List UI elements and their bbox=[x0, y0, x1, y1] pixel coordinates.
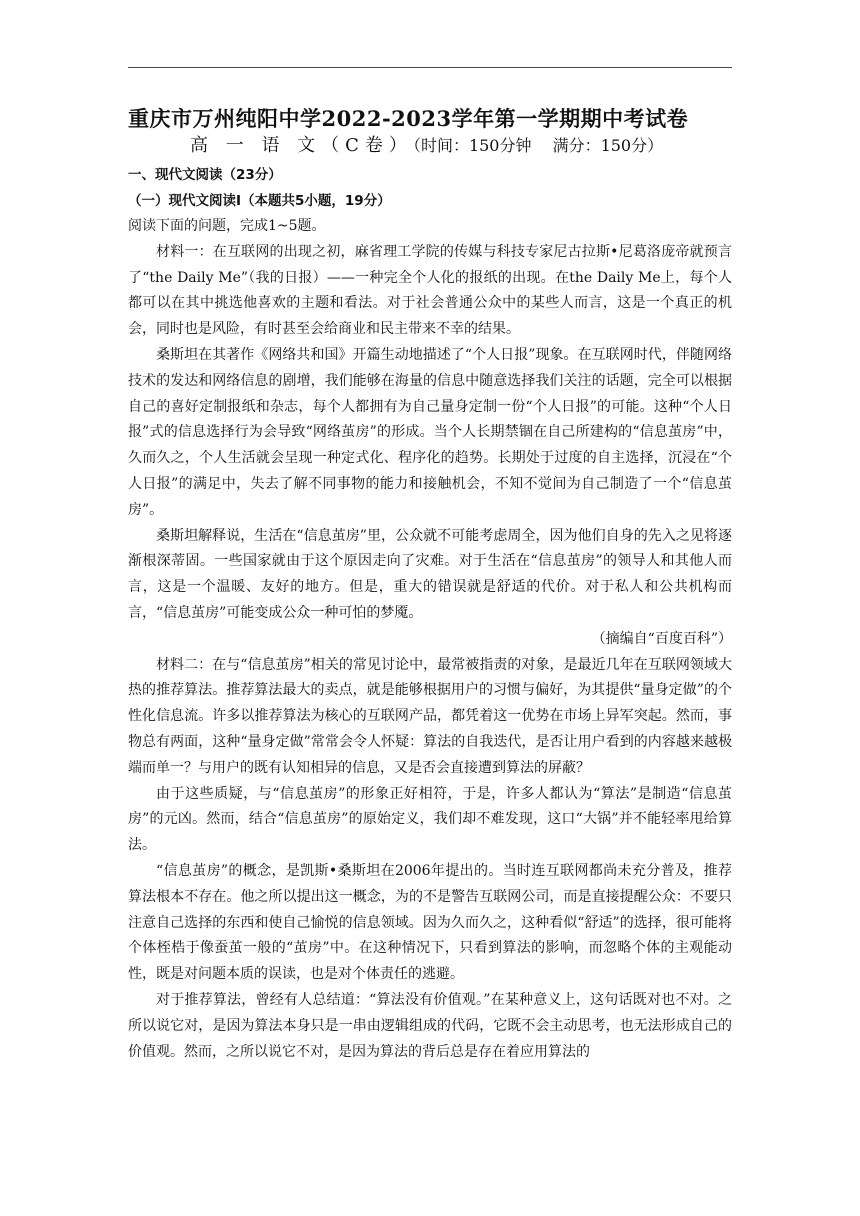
exam-title: 重庆市万州纯阳中学2022-2023学年第一学期期中考试卷 bbox=[128, 106, 689, 131]
exam-paper bbox=[128, 104, 732, 1065]
header-rule bbox=[128, 67, 732, 68]
time-score-info: （时间：150分钟 满分：150分） bbox=[412, 136, 664, 155]
material1-paragraph-1: 材料一：在互联网的出现之初，麻省理工学院的传媒与科技专家尼古拉斯•尼葛洛庞帝就预言了“the Daily Me”（我的日报）——一种完全个人化的报纸的出现。在the Daily Me上，每个人都可以在其中挑选他喜欢的主题和看法。对于社会普通公众中的某些人而言，这是一个真正的机会，同时也是风险，有时甚至会给商业和民主带来不幸的结果。 bbox=[128, 243, 732, 338]
material2-paragraph-4: 对于推荐算法，曾经有人总结道：“算法没有价值观。”在某种意义上，这句话既对也不对。之所以说它对，是因为算法本身只是一串由逻辑组成的代码，它既不会主动思考，也无法形成自己的价值观。然而，之所以说它不对，是因为算法的背后总是存在着应用算法的 bbox=[128, 991, 732, 1060]
material2-paragraph-3: “信息茧房”的概念，是凯斯•桑斯坦在2006年提出的。当时连互联网都尚未充分普及，推荐算法根本不存在。他之所以提出这一概念，为的不是警告互联网公司，而是直接提醒公众：不要只注意自己选择的东西和使自己愉悦的信息领域。因为久而久之，这种看似“舒适”的选择，很可能将个体桎梏于像蚕茧一般的“茧房”中。在这种情况下，只看到算法的影响，而忽略个体的主观能动性，既是对问题本质的误读，也是对个体责任的逃避。 bbox=[128, 862, 732, 983]
exam-subtitle bbox=[190, 134, 732, 158]
material1-paragraph-2: 桑斯坦在其著作《网络共和国》开篇生动地描述了“个人日报”现象。在互联网时代，伴随网络技术的发达和网络信息的剧增，我们能够在海量的信息中随意选择我们关注的话题，完全可以根据自己的喜好定制报纸和杂志，每个人都拥有为自己量身定制一份“个人日报”的可能。这种“个人日报”式的信息选择行为会导致“网络茧房”的形成。当个人长期禁锢在自己所建构的“信息茧房”中，久而久之，个人生活就会呈现一种定式化、程序化的趋势。长期处于过度的自主选择，沉浸在“个人日报”的满足中，失去了解不同事物的能力和接触机会，不知不觉间为自己制造了一个“信息茧房”。 bbox=[128, 346, 732, 518]
material2-paragraph-1: 材料二：在与“信息茧房”相关的常见讨论中，最常被指责的对象，是最近几年在互联网领域大热的推荐算法。推荐算法最大的卖点，就是能够根据用户的习惯与偏好，为其提供“量身定做”的个性化信息流。许多以推荐算法为核心的互联网产品，都凭着这一优势在市场上异军突起。然而，事物总有两面，这种“量身定做”常常会令人怀疑：算法的自我迭代，是否让用户看到的内容越来越极端而单一？与用户的既有认知相异的信息，又是否会直接遭到算法的屏蔽？ bbox=[128, 656, 732, 776]
material2-paragraph-2: 由于这些质疑，与“信息茧房”的形象正好相符，于是，许多人都认为“算法”是制造“信息茧房”的元凶。然而，结合“信息茧房”的原始定义，我们却不难发现，这口“大锅”并不能轻率甩给算法。 bbox=[128, 785, 732, 854]
reading-instruction: 阅读下面的问题，完成1~5题。 bbox=[128, 218, 326, 234]
material1-source: （摘编自“百度百科”） bbox=[591, 630, 732, 647]
section-heading: 一、现代文阅读（23分） bbox=[128, 167, 282, 183]
part-heading: （一）现代文阅读Ⅰ（本题共5小题，19分） bbox=[128, 193, 391, 209]
material1-paragraph-3: 桑斯坦解释说，生活在“信息茧房”里，公众就不可能考虑周全，因为他们自身的先入之见将逐渐根深蒂固。一些国家就由于这个原因走向了灾难。对于生活在“信息茧房”的领导人和其他人而言，这是一个温暖、友好的地方。但是，重大的错误就是舒适的代价。对于私人和公共机构而言，“信息茧房”可能变成公众一种可怕的梦魇。 bbox=[128, 527, 732, 621]
subject-label: 高 一 语 文（C卷） bbox=[190, 135, 413, 156]
